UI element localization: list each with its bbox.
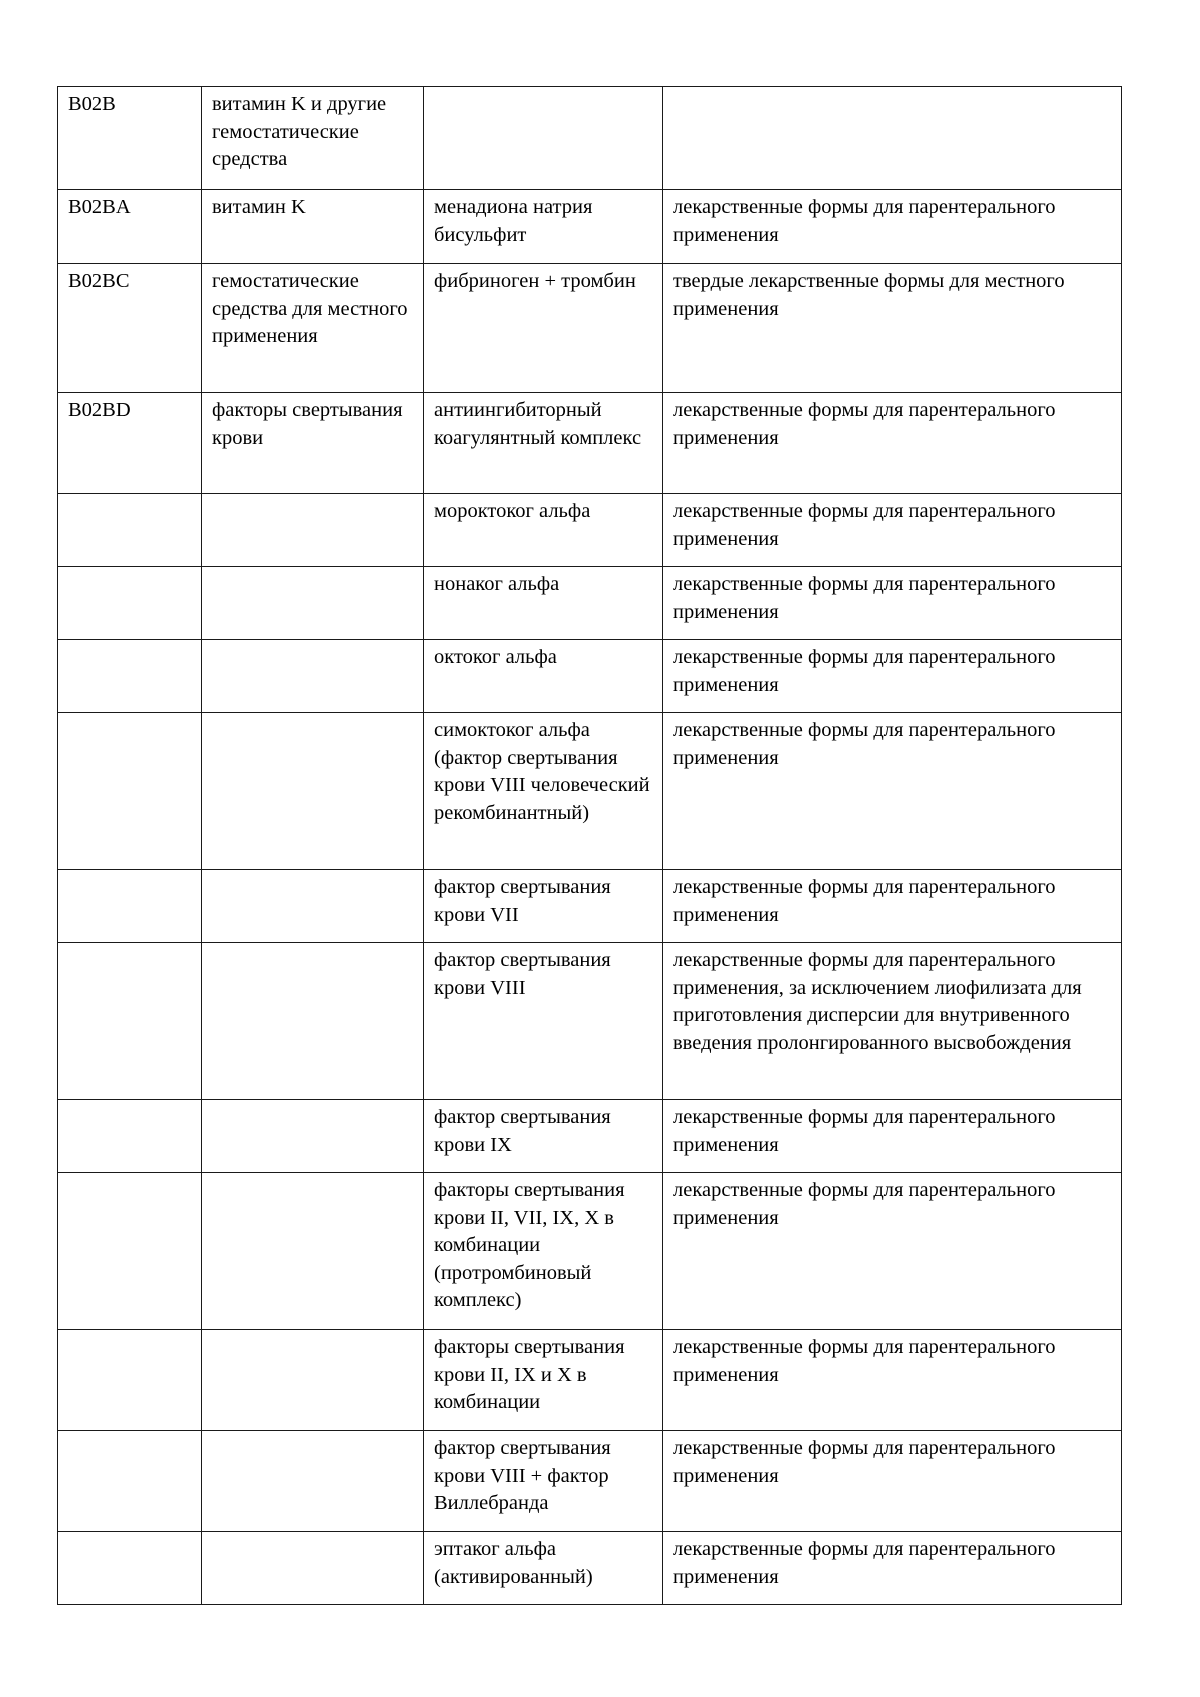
group-name-cell xyxy=(202,640,424,713)
drug-name-cell: менадиона натрия бисульфит xyxy=(424,190,663,264)
drug-name-cell: нонаког альфа xyxy=(424,567,663,640)
group-name-cell xyxy=(202,943,424,1100)
dosage-form-cell: лекарственные формы для парентерального применения xyxy=(663,1173,1122,1330)
dosage-form-cell: лекарственные формы для парентерального применения xyxy=(663,713,1122,870)
group-name-cell xyxy=(202,494,424,567)
table-row xyxy=(58,567,1122,640)
dosage-form-cell: лекарственные формы для парентерального применения xyxy=(663,567,1122,640)
table-row xyxy=(58,190,1122,264)
dosage-form-cell: лекарственные формы для парентерального применения xyxy=(663,1532,1122,1605)
drug-name-cell: симоктоког альфа (фактор свертывания крови VIII человеческий рекомбинантный) xyxy=(424,713,663,870)
dosage-form-cell: лекарственные формы для парентерального применения xyxy=(663,1431,1122,1532)
table-row xyxy=(58,713,1122,870)
dosage-form-cell: твердые лекарственные формы для местного применения xyxy=(663,264,1122,393)
drug-name-cell: эптаког альфа (активированный) xyxy=(424,1532,663,1605)
drug-name-cell: факторы свертывания крови II, IX и X в комбинации xyxy=(424,1330,663,1431)
dosage-form-cell: лекарственные формы для парентерального применения xyxy=(663,393,1122,494)
table-row xyxy=(58,943,1122,1100)
drug-name-cell: фактор свертывания крови VII xyxy=(424,870,663,943)
table-row xyxy=(58,494,1122,567)
atc-code-cell xyxy=(58,870,202,943)
table-row xyxy=(58,870,1122,943)
document-page xyxy=(57,86,1121,1605)
atc-code-cell xyxy=(58,1330,202,1431)
group-name-cell xyxy=(202,713,424,870)
atc-code-cell xyxy=(58,1100,202,1173)
drug-name-cell: мороктоког альфа xyxy=(424,494,663,567)
dosage-form-cell xyxy=(663,87,1122,190)
table-row xyxy=(58,640,1122,713)
atc-code-cell: B02BC xyxy=(58,264,202,393)
atc-code-cell: B02B xyxy=(58,87,202,190)
table-row xyxy=(58,1100,1122,1173)
table-row xyxy=(58,1173,1122,1330)
table-row xyxy=(58,393,1122,494)
atc-code-cell xyxy=(58,640,202,713)
group-name-cell xyxy=(202,567,424,640)
group-name-cell: витамин K и другие гемостатические средства xyxy=(202,87,424,190)
group-name-cell: витамин K xyxy=(202,190,424,264)
table-row xyxy=(58,264,1122,393)
group-name-cell xyxy=(202,1330,424,1431)
group-name-cell xyxy=(202,1100,424,1173)
atc-code-cell xyxy=(58,494,202,567)
drug-name-cell: фактор свертывания крови VIII xyxy=(424,943,663,1100)
group-name-cell xyxy=(202,870,424,943)
dosage-form-cell: лекарственные формы для парентерального применения, за исключением лиофилизата для приготовления дисперсии для внутривенного введения пролонгированного высвобождения xyxy=(663,943,1122,1100)
table-row xyxy=(58,1532,1122,1605)
drug-name-cell: фибриноген + тромбин xyxy=(424,264,663,393)
atc-code-cell xyxy=(58,713,202,870)
drug-name-cell: октоког альфа xyxy=(424,640,663,713)
table-row xyxy=(58,1431,1122,1532)
group-name-cell xyxy=(202,1173,424,1330)
group-name-cell xyxy=(202,1532,424,1605)
dosage-form-cell: лекарственные формы для парентерального применения xyxy=(663,1330,1122,1431)
atc-code-cell xyxy=(58,1173,202,1330)
group-name-cell: гемостатические средства для местного применения xyxy=(202,264,424,393)
drug-name-cell: антиингибиторный коагулянтный комплекс xyxy=(424,393,663,494)
group-name-cell: факторы свертывания крови xyxy=(202,393,424,494)
dosage-form-cell: лекарственные формы для парентерального применения xyxy=(663,190,1122,264)
table-row xyxy=(58,87,1122,190)
dosage-form-cell: лекарственные формы для парентерального применения xyxy=(663,640,1122,713)
atc-code-cell xyxy=(58,1532,202,1605)
atc-code-cell xyxy=(58,567,202,640)
atc-code-cell xyxy=(58,943,202,1100)
drug-name-cell: фактор свертывания крови VIII + фактор Виллебранда xyxy=(424,1431,663,1532)
dosage-form-cell: лекарственные формы для парентерального применения xyxy=(663,494,1122,567)
drug-name-cell: факторы свертывания крови II, VII, IX, X в комбинации (протромбиновый комплекс) xyxy=(424,1173,663,1330)
group-name-cell xyxy=(202,1431,424,1532)
atc-code-cell: B02BA xyxy=(58,190,202,264)
atc-code-cell xyxy=(58,1431,202,1532)
atc-code-cell: B02BD xyxy=(58,393,202,494)
table-row xyxy=(58,1330,1122,1431)
dosage-form-cell: лекарственные формы для парентерального применения xyxy=(663,870,1122,943)
dosage-form-cell: лекарственные формы для парентерального применения xyxy=(663,1100,1122,1173)
drug-name-cell: фактор свертывания крови IX xyxy=(424,1100,663,1173)
drug-classification-table xyxy=(57,86,1122,1605)
drug-name-cell xyxy=(424,87,663,190)
